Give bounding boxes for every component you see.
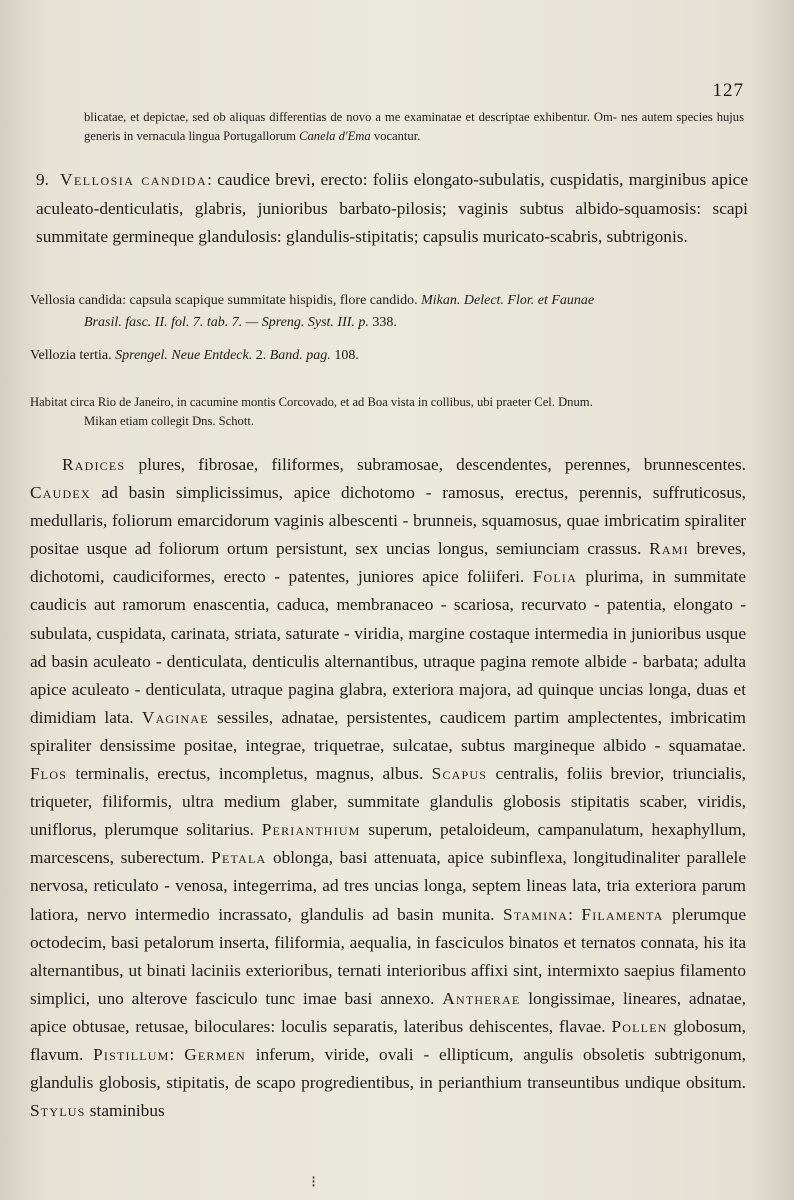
term-pollen: Pollen bbox=[611, 1016, 668, 1036]
term-germen: Germen bbox=[184, 1044, 246, 1064]
reference-1-source: Mikan. Delect. Flor. et Faunae bbox=[421, 293, 595, 308]
term-folia: Folia bbox=[532, 567, 577, 587]
term-rami: Rami bbox=[649, 539, 689, 559]
intro-line-1: blicatae, et depictae, sed ob aliquas differentias de novo a me examinatae et descriptae exhibentur. Om- bbox=[84, 110, 617, 124]
term-antherae: Antherae bbox=[442, 988, 521, 1008]
term-petala: Petala bbox=[211, 848, 267, 868]
text-folia: plurima, in summitate caudicis aut ramorum enascentia, caduca, membranaceo - scariosa, recurvato - patentia, elongato - subulata, cuspidata, carinata, striata, saturate - viridia, margine costaque intermedia in junioribus usque ad basin aculeato - denticulata, denticulis alternantibus, utraque pagina remote albide - barbata; adulta apice aculeato - denticulata, utraque pagina glabra, exteriora majora, ad quinque uncias longa, duas et dimidiam lata. bbox=[30, 567, 747, 727]
habitat-line-2: Mikan etiam collegit Dns. Schott. bbox=[84, 414, 254, 428]
species-name: Vellosia candida bbox=[60, 170, 208, 189]
text-vaginae: sessiles, adnatae, persistentes, caudicem partim amplectentes, imbricatim spiraliter densissime positae, integrae, triquetrae, sulcatae, subtus margineque albido - squamatae. bbox=[30, 707, 746, 755]
text-perianthium: superum, petaloideum, campanulatum, hexaphyllum, marcescens, suberectum. bbox=[30, 820, 746, 868]
term-radices: Radices bbox=[62, 455, 126, 474]
term-filamenta: Filamenta bbox=[581, 904, 664, 924]
reference-2 bbox=[30, 345, 744, 367]
reference-1-text: : capsula scapique summitate hispidis, flore candido. bbox=[122, 293, 422, 308]
text-germen: inferum, viride, ovali - ellipticum, angulis obsoletis subtrigonum, glandulis globosis, stipitatis, de scapo progredientibus, in perianthium transeuntibus undique obsitum. bbox=[30, 1044, 747, 1093]
vernacular-name: Canela d'Ema bbox=[299, 129, 371, 143]
page-number: 127 bbox=[712, 80, 744, 101]
text-pollen: globosum, flavum. bbox=[30, 1016, 747, 1064]
text-stamina: : bbox=[568, 904, 582, 924]
reference-2-volume: 2. bbox=[252, 348, 270, 363]
term-stylus: Stylus bbox=[30, 1101, 86, 1121]
reference-2-source: Sprengel. Neue Entdeck. bbox=[115, 348, 253, 363]
text-flos: terminalis, erectus, incompletus, magnus, albus. bbox=[67, 764, 432, 784]
term-pistillum: Pistillum bbox=[93, 1044, 170, 1064]
species-diagnosis bbox=[36, 166, 748, 252]
text-caudex: ad basin simplicissimus, apice dichotomo - ramosus, erectus, perennis, suffruticosus, medullaris, foliorum emarcidorum vaginis albescenti - brunneis, squamosus, quae imbricatim spiraliter positae usque ad foliorum ortum persistunt, sex uncias longus, semiunciam crassus. bbox=[30, 483, 746, 559]
diagnosis-text: : caudice brevi, erecto: foliis elongato-subulatis, cuspidatis, marginibus apice aculeato-denticulatis, glabris, junioribus barbato-pilosis; vaginis subtus albido-squamosis: scapi summitate germineque glandulosis: glandulis-stipitatis; capsulis muricato-scabris, subtrigonis. bbox=[36, 170, 748, 246]
term-caudex: Caudex bbox=[30, 483, 91, 503]
habitat-line-1: Habitat circa Rio de Janeiro, in cacumine montis Corcovado, et ad Boa vista in collibus, ubi praeter Cel. Dnum. bbox=[30, 395, 593, 409]
reference-2-name: Vellozia tertia. bbox=[30, 348, 116, 363]
term-vaginae: Vaginae bbox=[141, 707, 209, 727]
habitat bbox=[30, 393, 746, 431]
description-paragraph bbox=[30, 451, 746, 1125]
term-stamina: Stamina bbox=[503, 904, 569, 924]
reference-2-band: Band. pag. bbox=[269, 348, 331, 363]
intro-line-2-end: vocantur. bbox=[370, 129, 421, 143]
signature-mark: ⁝ bbox=[311, 1172, 317, 1191]
text-petala: oblonga, basi attenuata, apice subinflexa, longitudinaliter parallele nervosa, reticulato - venosa, integerrima, ad tres uncias longa, septem lineas lata, tria exteriora parum latiora, nervo intermedio incrassato, glandulis ad basin munita. bbox=[30, 848, 746, 924]
reference-1-name: Vellosia candida bbox=[30, 293, 123, 308]
term-scapus: Scapus bbox=[431, 764, 488, 784]
reference-1-source-cont: Brasil. fasc. II. fol. 7. tab. 7. — Spreng. Syst. III. p. bbox=[84, 315, 369, 330]
text-radices: plures, fibrosae, filiformes, subramosae, descendentes, perennes, brunnescentes. bbox=[125, 455, 746, 474]
term-flos: Flos bbox=[30, 764, 68, 784]
text-filamenta: plerumque octodecim, basi petalorum inserta, filiformia, aequalia, in fasciculos binatos et ternatos connata, his ita alternantibus, ut binati laciniis exterioribus, ternati interioribus affixi sint, intermixto saepius filamento simplici, uno alterove fasciculo tunc imae basi annexo. bbox=[30, 904, 746, 1008]
text-rami: breves, dichotomi, caudiciformes, erecto - patentes, juniores apice foliiferi. bbox=[30, 539, 746, 587]
reference-1-page: 338. bbox=[368, 315, 397, 330]
text-antherae: longissimae, lineares, adnatae, apice obtusae, retusae, biloculares: loculis separatis, lateribus dehiscentes, flavae. bbox=[30, 988, 746, 1036]
text-pistillum: : bbox=[169, 1044, 185, 1064]
reference-1 bbox=[30, 290, 744, 334]
text-scapus: centralis, foliis brevior, triuncialis, triqueter, filiformis, ultra medium glaber, summitate glandulis globosis stipitatis scaber, viridis, uniflorus, plerumque solitarius. bbox=[30, 764, 746, 840]
reference-2-page: 108. bbox=[330, 348, 359, 363]
species-number: 9. bbox=[36, 170, 49, 189]
intro-line-2: nes autem species hujus generis in vernacula lingua Portugallorum bbox=[84, 110, 744, 143]
term-perianthium: Perianthium bbox=[261, 820, 361, 840]
intro-paragraph bbox=[84, 108, 744, 146]
text-stylus: staminibus bbox=[85, 1101, 165, 1121]
